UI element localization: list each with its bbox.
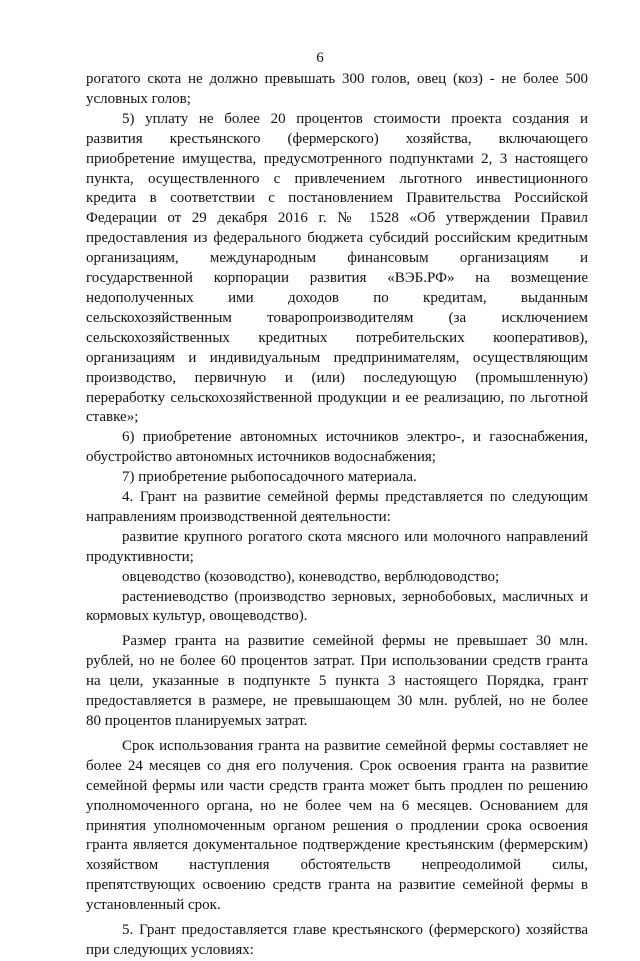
text-line: организациям и индивидуальным предпринимателям, осуществляющим	[86, 349, 588, 366]
text-line: препятствующих освоению средств гранта на развитие семейной фермы в	[86, 877, 588, 894]
paragraph	[86, 632, 588, 732]
text-line: принятия уполномоченным органом решения о продлении срока освоения	[86, 817, 588, 834]
text-line: организациям, международным финансовым организациям и	[86, 250, 588, 267]
text-line: семейной фермы или части средств гранта может быть продлен по решению	[86, 777, 588, 794]
paragraph	[86, 428, 588, 468]
page-number: 6	[316, 50, 324, 66]
text-line: предоставления из федерального бюджета субсидий российским кредитным	[86, 230, 588, 247]
text-line: установленный срок.	[86, 897, 221, 914]
text-line: гранта является документальное подтверждение крестьянским (фермерским)	[86, 837, 588, 854]
paragraph	[86, 528, 588, 568]
paragraph	[86, 488, 588, 528]
text-line: хозяйством наступления обстоятельств непреодолимой силы,	[86, 857, 588, 874]
text-line: кормовых культур, овощеводство).	[86, 608, 308, 625]
paragraph	[86, 110, 588, 429]
text-line: сельскохозяйственным товаропроизводителям (за исключением	[86, 309, 588, 326]
text-line: сельскохозяйственных кредитных потребительских кооперативов),	[86, 329, 588, 346]
text-line: недополученных ими доходов по кредитам, выданным	[86, 289, 588, 306]
text-line: растениеводство (производство зерновых, зернобобовых, масличных и	[122, 588, 588, 605]
text-line: 4. Грант на развитие семейной фермы представляется по следующим	[122, 489, 588, 506]
text-line: 5. Грант предоставляется главе крестьянского (фермерского) хозяйства	[122, 922, 588, 939]
text-line: 80 процентов планируемых затрат.	[86, 713, 308, 729]
text-line: приобретение имущества, предусмотренного подпунктами 2, 3 настоящего	[86, 150, 588, 167]
text-line: переработку сельскохозяйственной продукции и ее реализацию, по льготной	[86, 389, 588, 406]
paragraph	[86, 588, 588, 628]
paragraph	[86, 568, 588, 588]
text-line: развития крестьянского (фермерского) хозяйства, включающего	[86, 130, 588, 147]
text-line: Федерации от 29 декабря 2016 г. № 1528 «Об утверждении Правил	[86, 210, 588, 227]
text-line: 5) уплату не более 20 процентов стоимости проекта создания и	[122, 110, 588, 127]
text-line: кредита в соответствии с постановлением Правительства Российской	[86, 190, 588, 207]
text-line: продуктивности;	[86, 548, 194, 565]
paragraph	[86, 468, 588, 488]
text-line: рублей, но не более 60 процентов затрат. При использовании средств гранта	[86, 653, 588, 670]
text-line: Срок использования гранта на развитие семейной фермы составляет не	[122, 737, 588, 754]
text-line: предоставляется в размере, не превышающем 30 млн. рублей, но не более	[86, 693, 588, 710]
text-line: производство, первичную и (или) последующую (промышленную)	[86, 369, 588, 386]
text-line: условных голов;	[86, 90, 191, 107]
text-line: 6) приобретение автономных источников электро-, и газоснабжения,	[122, 429, 588, 446]
text-line: государственной корпорации развития «ВЭБ.РФ» на возмещение	[86, 270, 588, 287]
text-line: Размер гранта на развитие семейной фермы не превышает 30 млн.	[122, 633, 588, 650]
text-line: рогатого скота не должно превышать 300 голов, овец (коз) - не более 500	[86, 71, 588, 87]
paragraph	[86, 921, 588, 961]
paragraph	[86, 737, 588, 916]
text-line: на цели, указанные в подпункте 5 пункта 3 настоящего Порядка, грант	[86, 673, 588, 690]
paragraph	[86, 70, 588, 110]
text-line: при следующих условиях:	[86, 941, 254, 958]
text-line: 7) приобретение рыбопосадочного материала.	[122, 469, 417, 486]
text-line: направлениям производственной деятельности:	[86, 508, 391, 525]
document-body	[86, 70, 588, 961]
text-line: более 24 месяцев со дня его получения. Срок освоения гранта на развитие	[86, 757, 588, 774]
text-line: уполномоченного органа, но не более чем на 6 месяцев. Основанием для	[86, 797, 588, 814]
text-line: обустройство автономных источников водоснабжения;	[86, 449, 436, 466]
text-line: пункта, осуществленного с привлечением льготного инвестиционного	[86, 170, 588, 187]
text-line: овцеводство (козоводство), коневодство, верблюдоводство;	[122, 568, 500, 585]
text-line: ставке»;	[86, 409, 139, 426]
text-line: развитие крупного рогатого скота мясного или молочного направлений	[122, 528, 588, 545]
